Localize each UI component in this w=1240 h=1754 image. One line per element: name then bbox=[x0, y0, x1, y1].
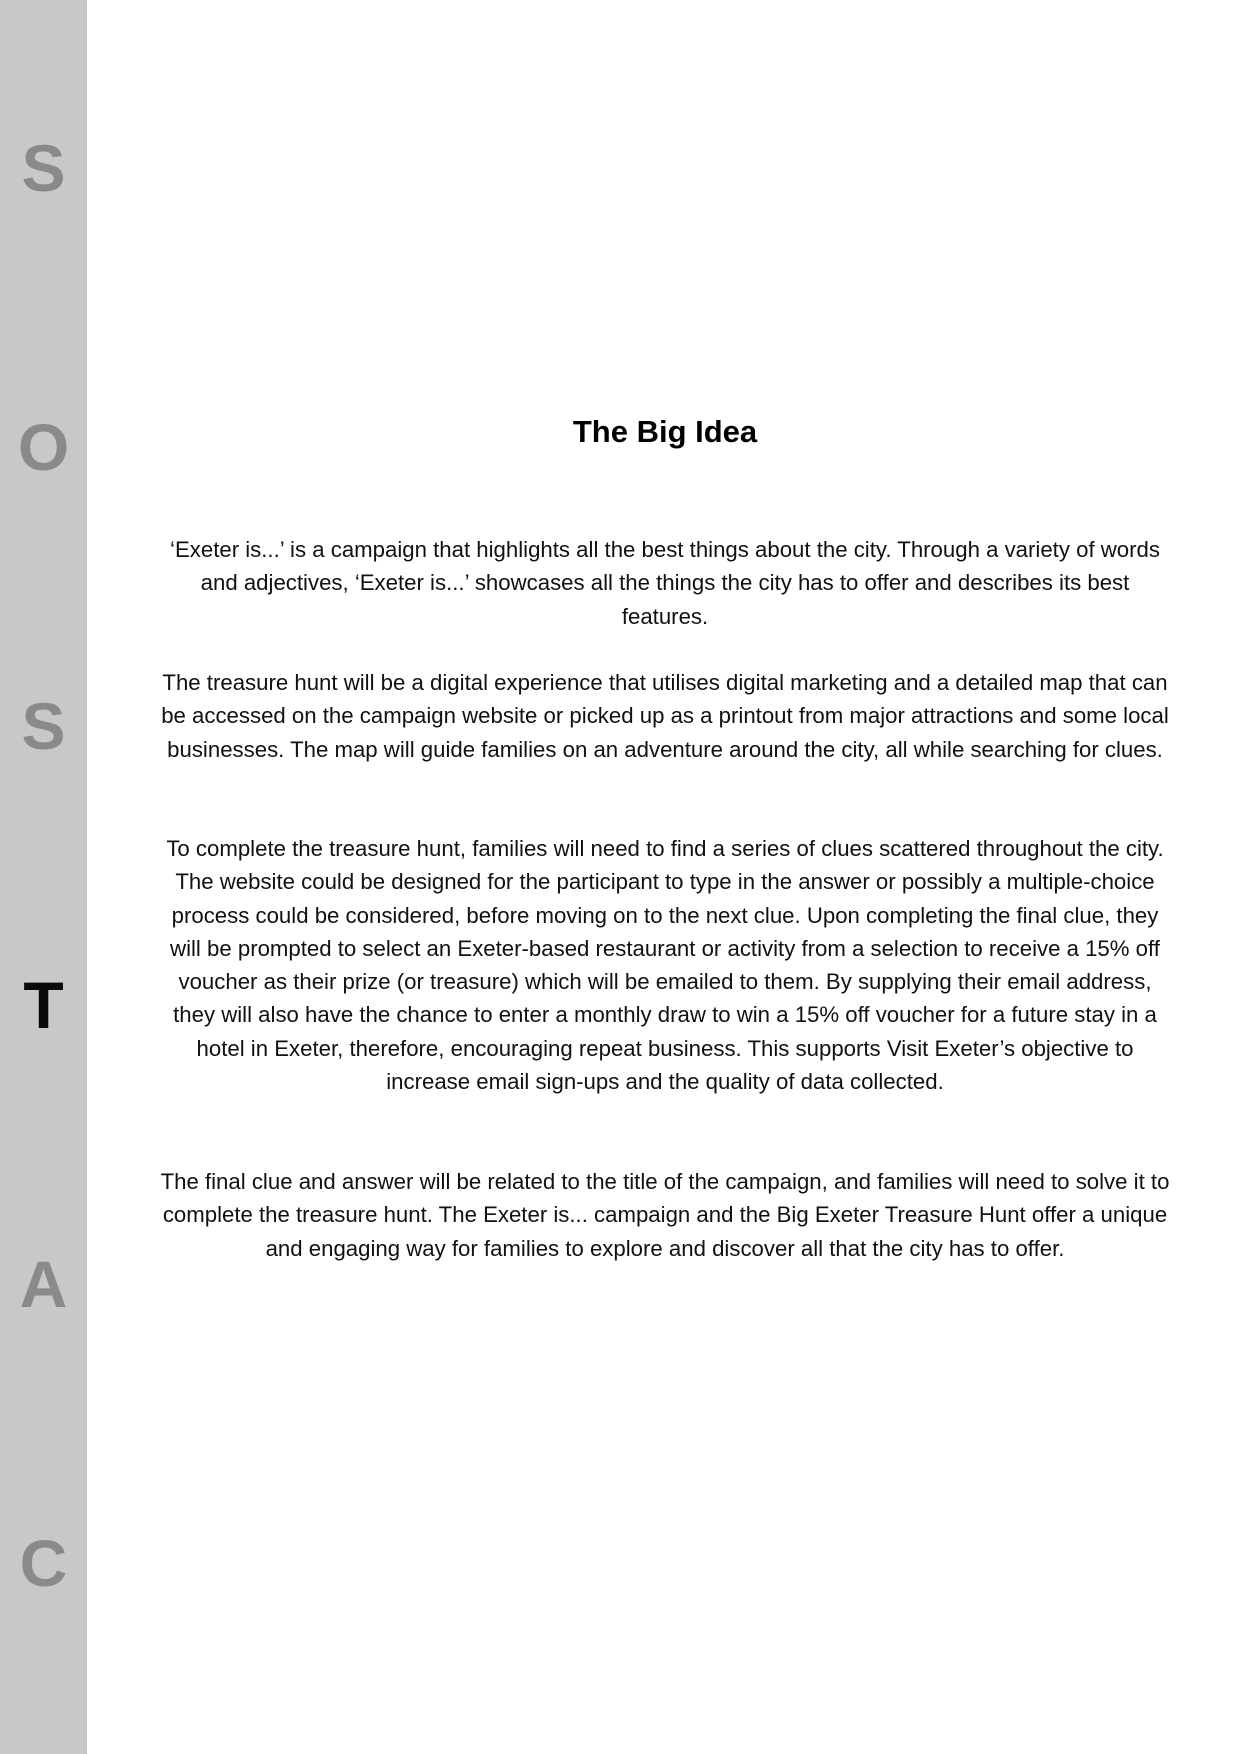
paragraph-intro: ‘Exeter is...’ is a campaign that highlights all the best things about the city. Through a variety of words and adjectives, ‘Exeter is...’ showcases all the things the city has to offer and describes its best features. bbox=[170, 537, 1160, 629]
sidebar-letter-action: A bbox=[19, 1247, 68, 1321]
sidebar-letter-strategy: S bbox=[21, 689, 66, 763]
paragraph-clues: To complete the treasure hunt, families will need to find a series of clues scattered throughout the city. The website could be designed for the participant to type in the answer or possibly a multiple-choice process could be considered, before moving on to the next clue. Upon completing the final clue, they will be prompted to select an Exeter-based restaurant or activity from a selection to receive a 15% off voucher as their prize (or treasure) which will be emailed to them. By supplying their email address, they will also have the chance to enter a monthly draw to win a 15% off voucher for a future stay in a hotel in Exeter, therefore, encouraging repeat business. This supports Visit Exeter’s objective to increase email sign-ups and the quality of data collected. bbox=[166, 836, 1164, 1095]
sidebar-letter-objectives: O bbox=[17, 410, 70, 484]
sidebar-letter-control: C bbox=[19, 1526, 68, 1600]
sidebar-letter-situation: S bbox=[21, 131, 66, 205]
page-title: The Big Idea bbox=[572, 414, 758, 449]
sostac-sidebar bbox=[0, 0, 87, 1754]
sidebar-letter-tactics: T bbox=[23, 968, 64, 1042]
paragraph-treasure-hunt: The treasure hunt will be a digital experience that utilises digital marketing and a detailed map that can be accessed on the campaign website or picked up as a printout from major attractions and some local businesses. The map will guide families on an adventure around the city, all while searching for clues. bbox=[161, 670, 1169, 762]
paragraph-final-clue: The final clue and answer will be related to the title of the campaign, and families will need to solve it to complete the treasure hunt. The Exeter is... campaign and the Big Exeter Treasure Hunt offer a unique and engaging way for families to explore and discover all that the city has to offer. bbox=[160, 1169, 1170, 1261]
